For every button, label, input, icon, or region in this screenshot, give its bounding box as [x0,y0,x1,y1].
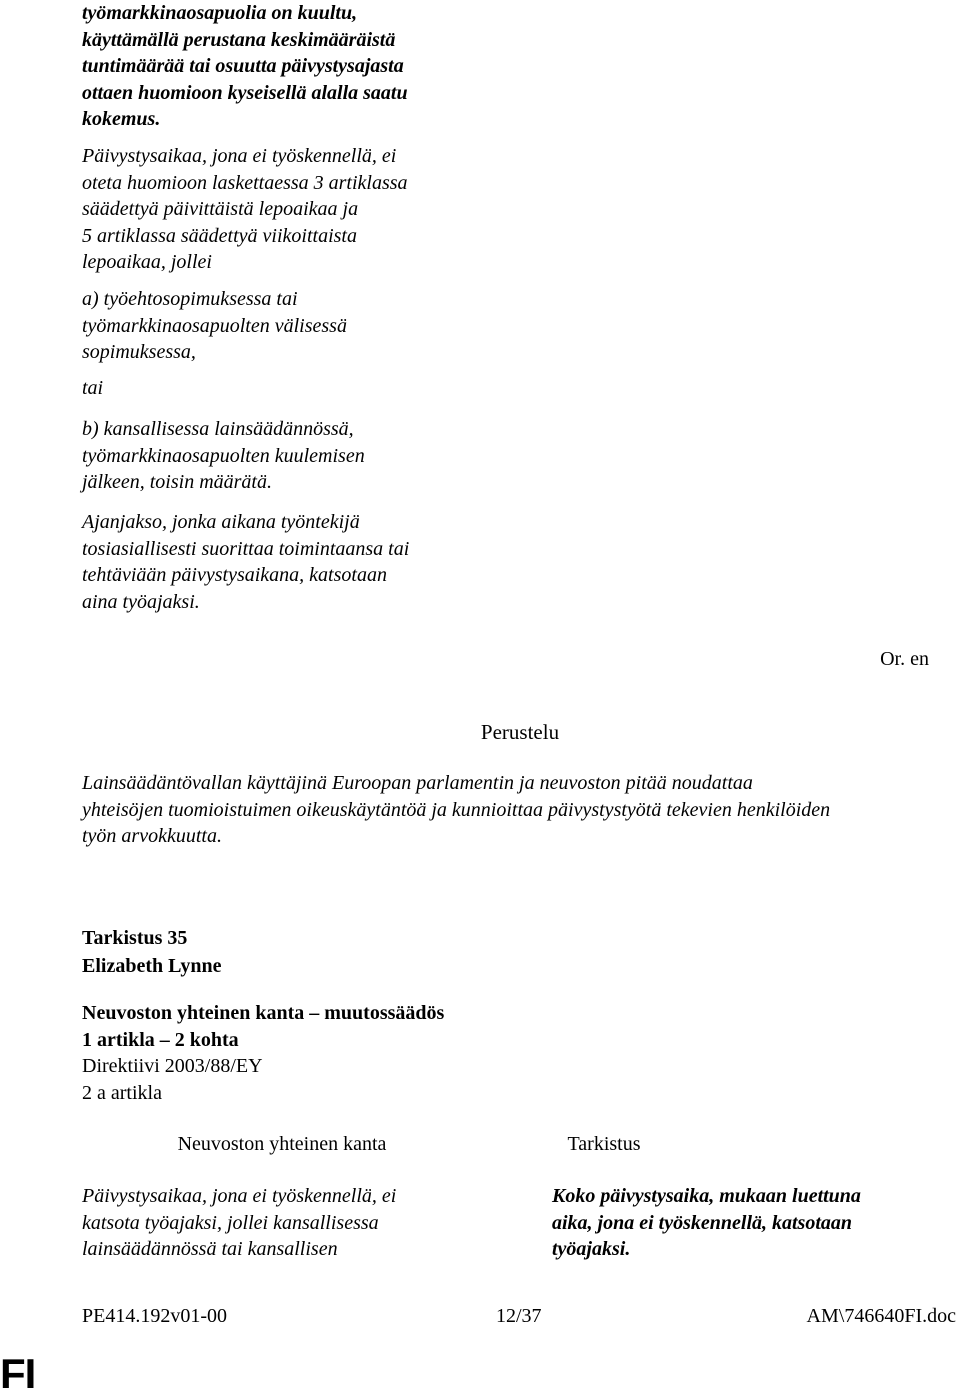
justification-text [82,770,952,850]
council-position-label: Neuvoston yhteinen kanta – muutossäädös [82,1002,445,1024]
text-line: jälkeen, toisin määrätä. [82,471,272,493]
text-line: a) työehtosopimuksessa tai [82,288,298,310]
text-line: Päivystysaikaa, jona ei työskennellä, ei [82,1185,397,1207]
page-footer [82,1305,956,1331]
original-language-label: Or. en [880,648,929,670]
document-id: AM\746640FI.doc [806,1305,956,1327]
footer-reference: PE414.192v01-00 [82,1305,227,1327]
text-line: b) kansallisessa lainsäädännössä, [82,418,354,440]
directive-reference: Direktiivi 2003/88/EY [82,1055,263,1077]
text-line: aina työajaksi. [82,590,200,613]
standby-time-paragraph [82,143,482,276]
amendment-text [552,1183,861,1263]
conjunction [82,375,482,402]
text-line: kokemus. [82,108,161,130]
text-line: tuntimäärää tai osuutta päivystysajasta [82,55,404,77]
point-a [82,286,482,366]
council-position-heading: Neuvoston yhteinen kanta [177,1133,387,1155]
text-line: lepoaikaa, jollei [82,251,212,273]
text-line: sopimuksessa, [82,341,196,363]
amendment-heading: Tarkistus [567,1133,641,1155]
amendment-header [82,924,221,980]
text-line: Päivystysaikaa, jona ei työskennellä, ei [82,145,397,167]
text-line: säädettyä päivittäistä lepoaikaa ja [82,198,359,220]
text-line: katsota työajaksi, jollei kansallisessa [82,1211,379,1234]
continued-paragraph [82,0,482,133]
text-line: 5 artiklassa säädettyä viikoittaista [82,224,357,247]
language-code: FI [0,1350,36,1397]
text-line: Ajanjakso, jonka aikana työntekijä [82,511,360,533]
article-reference: 2 a artikla [82,1081,162,1104]
text-line: Koko päivystysaika, mukaan luettuna [552,1185,861,1207]
text-line: tehtäviään päivystysaikana, katsotaan [82,564,387,586]
text-line: Lainsäädäntövallan käyttäjinä Euroopan parlamentin ja neuvoston pitää noudattaa [82,772,753,794]
text-line: yhteisöjen tuomioistuimen oikeuskäytäntöä ja kunnioittaa päivystystyötä tekevien henkilöiden [82,798,831,821]
amendment-number: Tarkistus 35 [82,927,188,949]
text-line: työmarkkinaosapuolten välisessä [82,314,347,337]
text-line: työmarkkinaosapuolten kuulemisen [82,444,365,467]
text-line: työmarkkinaosapuolia on kuultu, [82,2,358,24]
active-period-paragraph [82,509,482,615]
text-line: käyttämällä perustana keskimääräistä [82,28,396,51]
text-line: oteta huomioon laskettaessa 3 artiklassa [82,171,408,194]
justification-heading: Perustelu [480,720,560,744]
text-line: ottaen huomioon kyseisellä alalla saatu [82,81,408,104]
text-line: työajaksi. [552,1238,631,1260]
text-line: tosiasiallisesti suorittaa toimintaansa tai [82,537,410,560]
text-line: aika, jona ei työskennellä, katsotaan [552,1211,853,1234]
amendment-author: Elizabeth Lynne [82,955,222,977]
point-b [82,416,482,496]
text-line: lainsäädännössä tai kansallisen [82,1238,338,1260]
amendment-target [82,1000,444,1106]
text-line: työn arvokkuutta. [82,825,222,847]
text-line: tai [82,377,104,399]
article-point: 1 artikla – 2 kohta [82,1028,239,1051]
council-position-text [82,1183,396,1263]
page-number: 12/37 [496,1305,542,1327]
